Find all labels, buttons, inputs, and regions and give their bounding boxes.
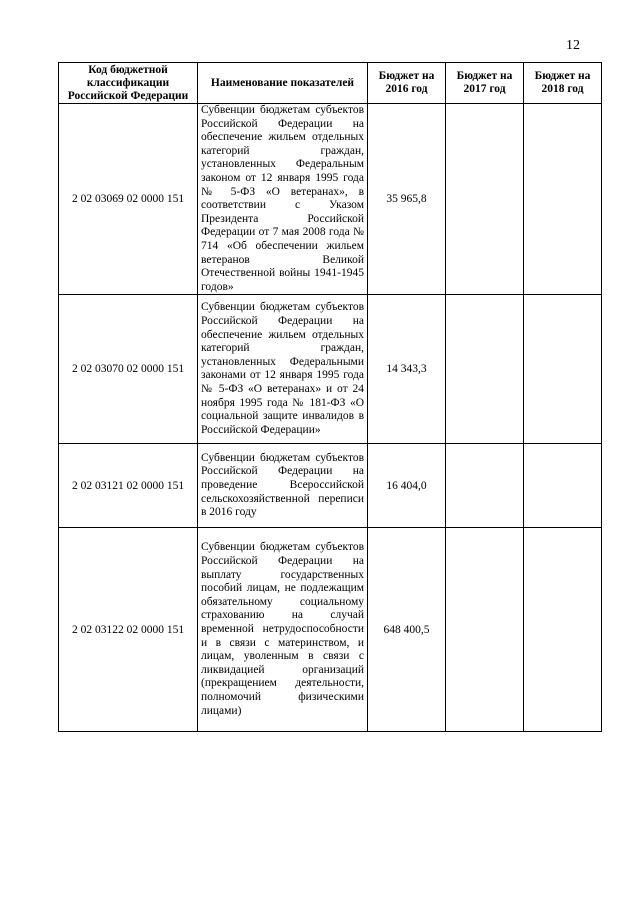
budget-table — [58, 62, 602, 732]
row-code: 2 02 03122 02 0000 151 — [59, 528, 198, 732]
row-code: 2 02 03121 02 0000 151 — [59, 444, 198, 528]
row-budget-2018 — [524, 528, 602, 732]
row-budget-2017 — [446, 104, 524, 295]
row-name: Субвенции бюджетам субъектов Российской Федерации на выплату государственных пособий лицам, не подлежащим обязательному социальному страхованию на случай временной нетрудоспособности и в связи с материнством, и лицам, уволенным в связи с ликвидацией организаций (прекращением деятельности, полномочий физическими лицами) — [198, 528, 368, 732]
table-header-row — [59, 63, 602, 104]
row-budget-2016: 16 404,0 — [368, 444, 446, 528]
row-code: 2 02 03069 02 0000 151 — [59, 104, 198, 295]
row-budget-2017 — [446, 295, 524, 444]
row-budget-2017 — [446, 444, 524, 528]
row-budget-2018 — [524, 104, 602, 295]
header-code: Код бюджетной классификации Российской Федерации — [59, 63, 198, 104]
table-row — [59, 104, 602, 295]
row-budget-2016: 648 400,5 — [368, 528, 446, 732]
header-name: Наименование показателей — [198, 63, 368, 104]
table-row — [59, 444, 602, 528]
row-budget-2017 — [446, 528, 524, 732]
row-name: Субвенции бюджетам субъектов Российской Федерации на проведение Всероссийской сельскохозяйственной переписи в 2016 году — [198, 444, 368, 528]
row-name: Субвенции бюджетам субъектов Российской Федерации на обеспечение жильем отдельных категорий граждан, установленных Федеральными законами от 12 января 1995 года № 5-ФЗ «О ветеранах» и от 24 ноября 1995 года № 181-ФЗ «О социальной защите инвалидов в Российской Федерации» — [198, 295, 368, 444]
header-budget-2017: Бюджет на 2017 год — [446, 63, 524, 104]
header-budget-2016: Бюджет на 2016 год — [368, 63, 446, 104]
table-row — [59, 528, 602, 732]
table-row — [59, 295, 602, 444]
page-number: 12 — [566, 38, 580, 53]
row-name: Субвенции бюджетам субъектов Российской Федерации на обеспечение жильем отдельных категорий граждан, установленных Федеральным законом от 12 января 1995 года № 5-ФЗ «О ветеранах», в соответствии с Указом Президента Российской Федерации от 7 мая 2008 года № 714 «Об обеспечении жильем ветеранов Великой Отечественной войны 1941-1945 годов» — [198, 104, 368, 295]
row-budget-2016: 14 343,3 — [368, 295, 446, 444]
header-budget-2018: Бюджет на 2018 год — [524, 63, 602, 104]
row-budget-2016: 35 965,8 — [368, 104, 446, 295]
row-budget-2018 — [524, 295, 602, 444]
row-budget-2018 — [524, 444, 602, 528]
row-code: 2 02 03070 02 0000 151 — [59, 295, 198, 444]
